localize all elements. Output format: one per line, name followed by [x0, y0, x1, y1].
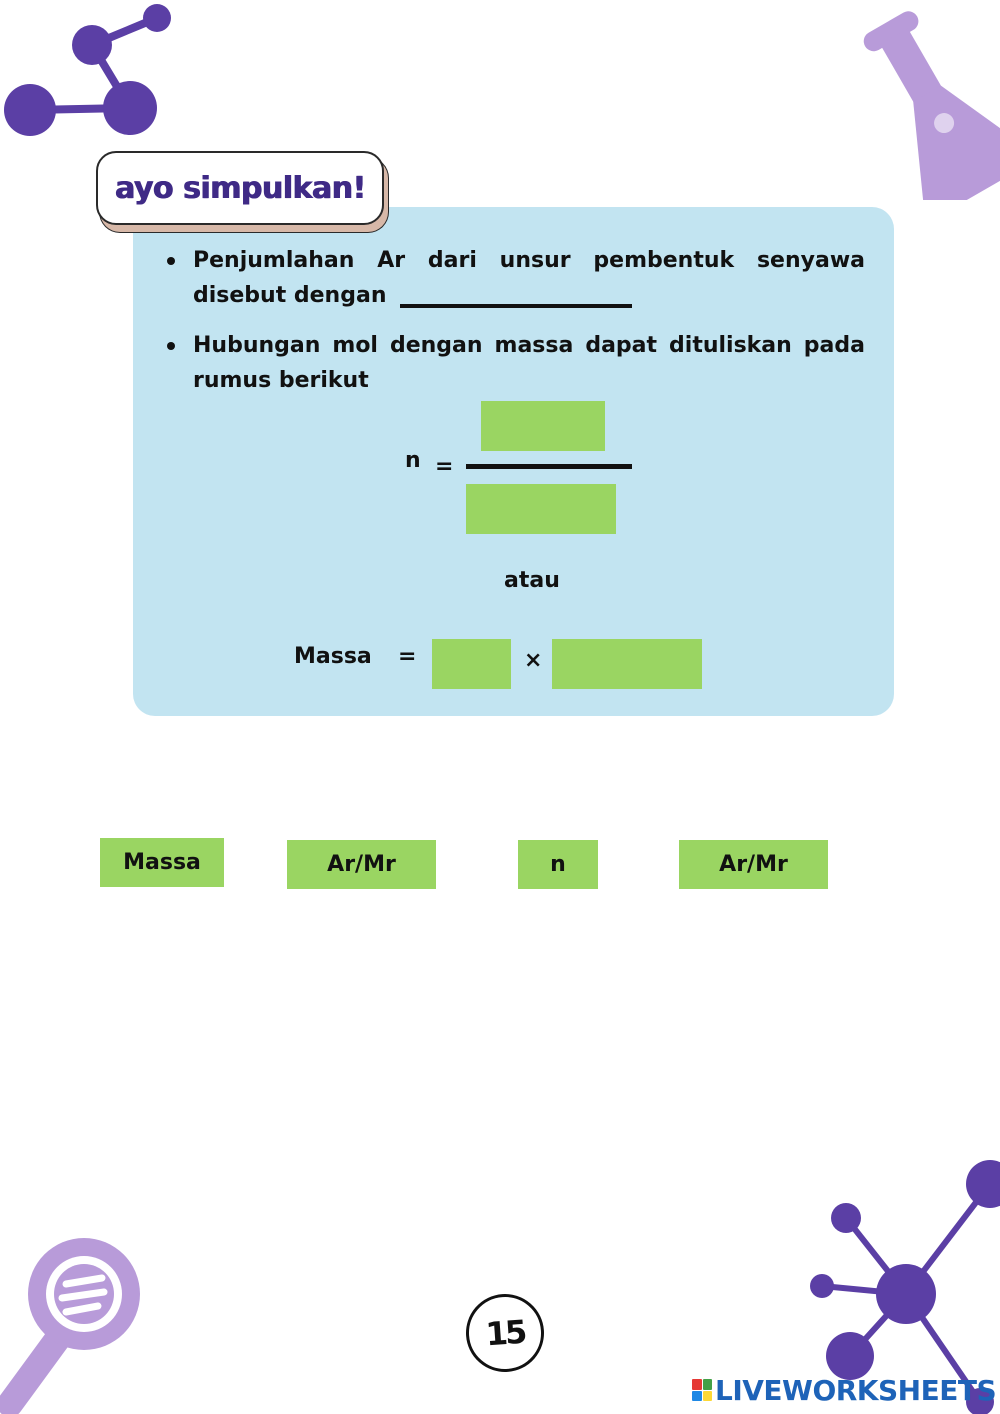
conclusion-card [133, 207, 894, 716]
page-number: 15 [484, 1312, 526, 1354]
or-text: atau [504, 568, 560, 593]
formula2-lhs: Massa [294, 644, 372, 669]
page-number-badge [463, 1291, 546, 1374]
liveworksheets-logo-icon [692, 1379, 712, 1401]
bullet-dot-icon [167, 257, 175, 265]
option-tile-ar-mr-2[interactable]: Ar/Mr [679, 840, 828, 889]
magnifier-decoration-icon [0, 1214, 160, 1414]
formula2-equals: = [398, 644, 417, 669]
bullet-dot-icon [167, 342, 175, 350]
bullet-text: Penjumlahan Ar dari unsur pembentuk senyawa disebut dengan [193, 248, 865, 308]
fraction-bar [466, 464, 632, 469]
drop-box-factor-2[interactable] [552, 639, 702, 689]
molecule-decoration-icon [0, 0, 200, 150]
drop-box-denominator[interactable] [466, 484, 616, 534]
flask-decoration-icon [850, 0, 1000, 200]
watermark-text: LIVEWORKSHEETS [715, 1373, 997, 1407]
option-tile-massa[interactable]: Massa [100, 838, 224, 887]
formula1-lhs: n [405, 448, 421, 473]
answer-blank-line[interactable] [400, 304, 632, 308]
drop-box-factor-1[interactable] [432, 639, 511, 689]
bullet-text: Hubungan mol dengan massa dapat dituliskan pada rumus berikut [193, 333, 865, 393]
formula1-equals: = [435, 454, 454, 479]
formula2-times: × [524, 648, 543, 673]
option-tile-ar-mr[interactable]: Ar/Mr [287, 840, 436, 889]
section-title-badge [96, 151, 384, 225]
liveworksheets-watermark [692, 1374, 996, 1406]
drop-box-numerator[interactable] [481, 401, 605, 451]
bullet-item-ar-sum [193, 243, 865, 313]
option-tile-n[interactable]: n [518, 840, 598, 889]
section-title: ayo simpulkan! [114, 170, 366, 206]
bullet-item-mol-relation [193, 328, 865, 398]
